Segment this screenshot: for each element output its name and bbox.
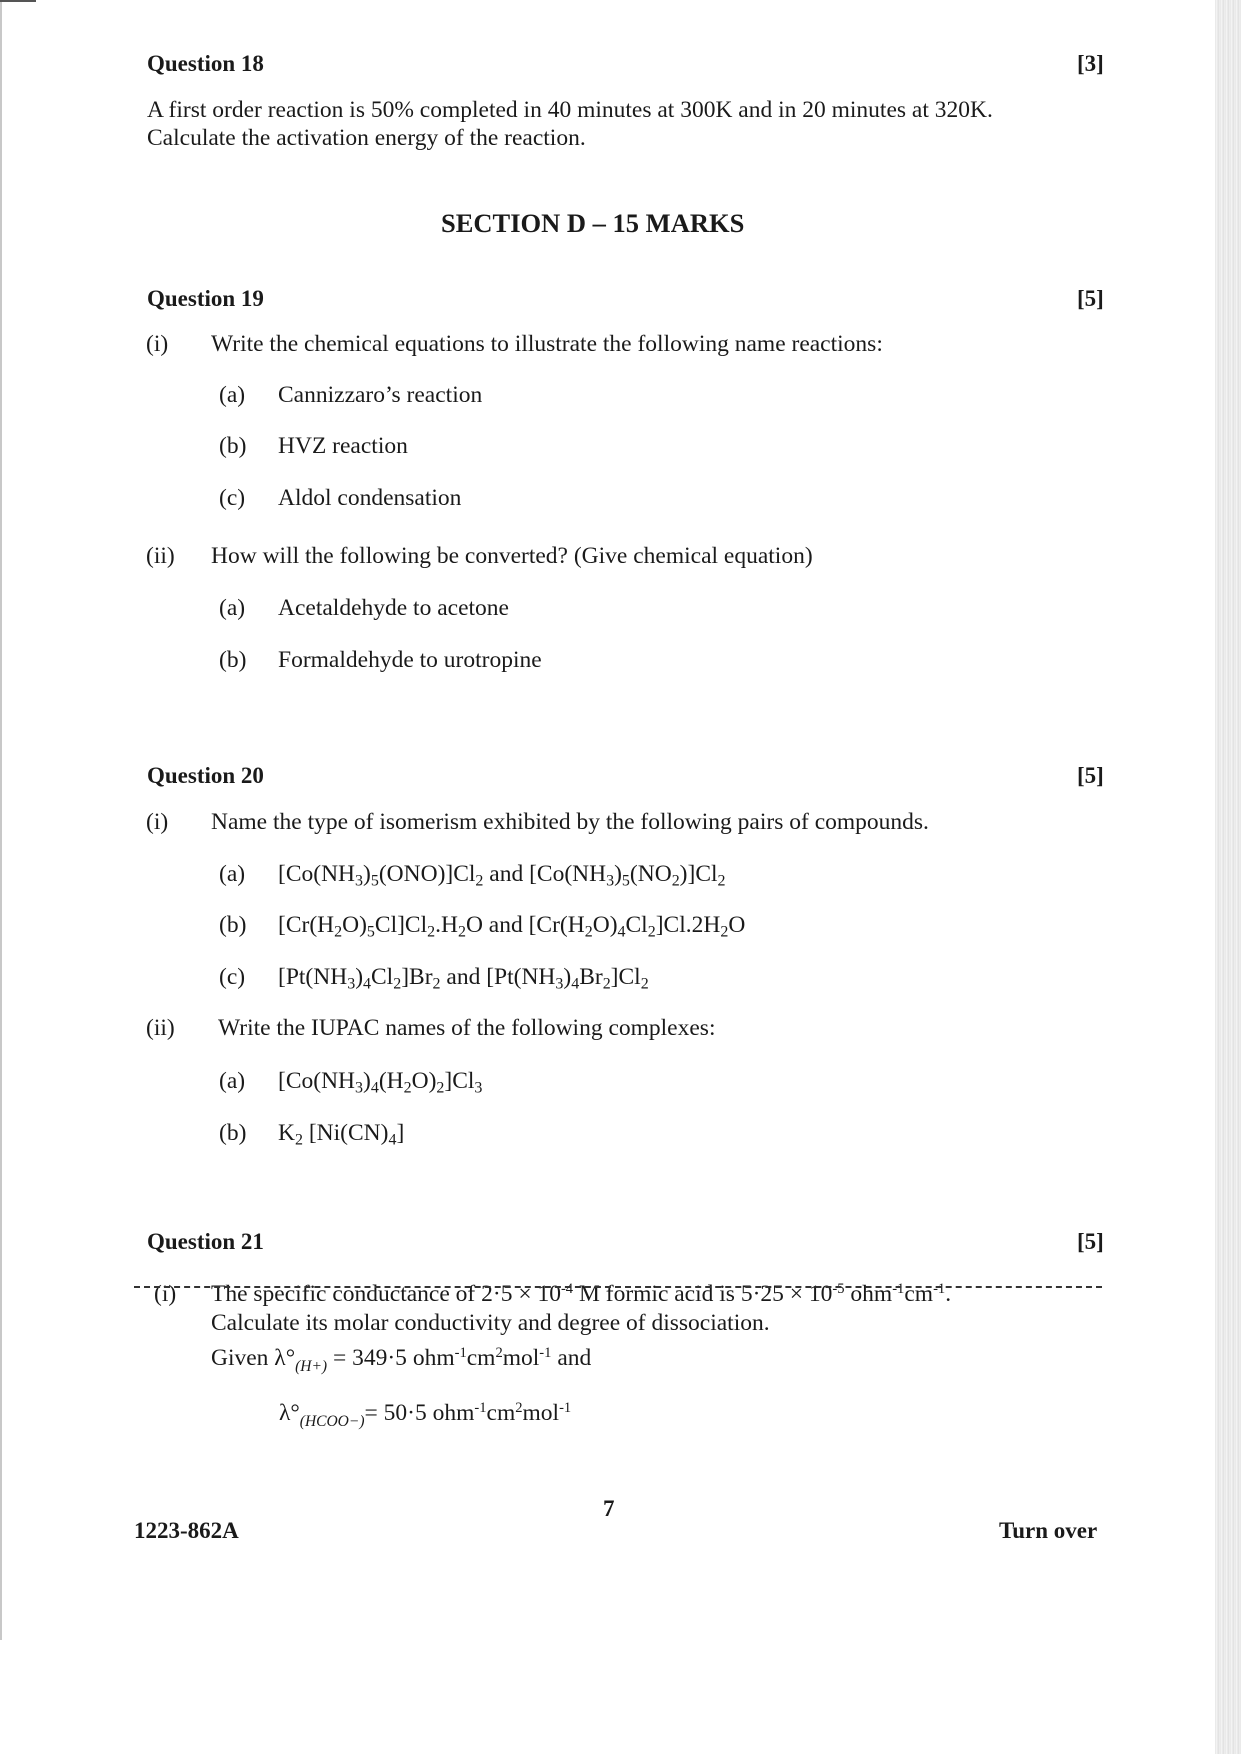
question-21-line-2: Calculate its molar conductivity and degree of dissociation. — [211, 1310, 770, 1336]
question-18-marks: [3] — [1077, 51, 1104, 76]
list-item-label: (a) — [219, 382, 246, 408]
question-18-line-1: A first order reaction is 50% completed in 40 minutes at 300K and in 20 minutes at 320K. — [147, 97, 993, 123]
list-item-label: (a) — [219, 861, 246, 887]
list-item-label: (c) — [219, 485, 246, 511]
question-20-part-text: Name the type of isomerism exhibited by the following pairs of compounds. — [211, 809, 929, 835]
page-number: 7 — [603, 1496, 615, 1521]
list-item: Cannizzaro’s reaction — [278, 382, 483, 408]
question-21-marks: [5] — [1077, 1229, 1104, 1254]
question-20-marks: [5] — [1077, 763, 1104, 788]
list-item-label: (b) — [219, 1120, 247, 1146]
question-19-part-text: How will the following be converted? (Give chemical equation) — [211, 543, 813, 569]
question-19-marks: [5] — [1077, 286, 1104, 311]
question-20-part-text: Write the IUPAC names of the following complexes: — [218, 1015, 716, 1041]
list-item: HVZ reaction — [278, 433, 408, 459]
list-item-label: (c) — [219, 964, 246, 990]
list-item: Aldol condensation — [278, 485, 462, 511]
complex-formula: $K_2$ $[Ni(CN)_4]$ — [278, 1120, 405, 1149]
question-19-part-number: (i) — [146, 331, 169, 357]
list-item-label: (b) — [219, 433, 247, 459]
footer-divider — [134, 1286, 1102, 1288]
section-title: SECTION D – 15 MARKS — [441, 208, 745, 238]
question-18-title: Question 18 — [147, 51, 264, 76]
formula-pair: $[Co(NH_3)_5(ONO)]Cl_2$ and $[Co(NH_3)_5(NO_2)]Cl_2$ — [278, 861, 726, 890]
question-21-line-3: Given $\lambda^\circ_{(H+)} = 349\cdot 5$ $ohm^{-1}cm^2mol^{-1}$ and — [211, 1345, 592, 1375]
question-19-part-text: Write the chemical equations to illustrate the following name reactions: — [211, 331, 883, 357]
list-item: Formaldehyde to urotropine — [278, 647, 542, 673]
question-19-part-number: (ii) — [146, 543, 175, 569]
question-21-title: Question 21 — [147, 1229, 264, 1254]
question-21-line-4: $\lambda^\circ_{(HCOO-)}= 50\cdot 5$ $ohm^{-1}cm^2mol^{-1}$ — [279, 1400, 572, 1430]
question-21-line-1: The specific conductance of $2\cdot 5 \times 10^{-4}$ M formic acid is $5\cdot 25 \times 10^{-5}$ $ohm^{-1}cm^{-1}$. — [211, 1281, 952, 1307]
page-edge-right — [1215, 0, 1241, 1754]
list-item-label: (a) — [219, 595, 246, 621]
list-item-label: (a) — [219, 1068, 246, 1094]
question-19-title: Question 19 — [147, 286, 264, 311]
question-20-part-number: (ii) — [146, 1015, 175, 1041]
question-20-title: Question 20 — [147, 763, 264, 788]
list-item-label: (b) — [219, 647, 247, 673]
formula-pair: $[Cr(H_2O)_5Cl]Cl_2.H_2O$ and $[Cr(H_2O)_4Cl_2]Cl.2H_2O$ — [278, 912, 746, 941]
complex-formula: $[Co(NH_3)_4(H_2O)_2]Cl_3$ — [278, 1068, 483, 1097]
question-21-part-number: (i) — [154, 1281, 177, 1307]
list-item-label: (b) — [219, 912, 247, 938]
paper-code: 1223-862A — [134, 1518, 239, 1543]
page-corner-mark — [0, 0, 36, 2]
turn-over: Turn over — [999, 1518, 1098, 1543]
formula-pair: $[Pt(NH_3)_4Cl_2]Br_2$ and $[Pt(NH_3)_4Br_2]Cl_2$ — [278, 964, 649, 993]
question-20-part-number: (i) — [146, 809, 169, 835]
question-18-line-2: Calculate the activation energy of the reaction. — [147, 125, 586, 151]
page-edge-left — [0, 0, 2, 1640]
list-item: Acetaldehyde to acetone — [278, 595, 509, 621]
